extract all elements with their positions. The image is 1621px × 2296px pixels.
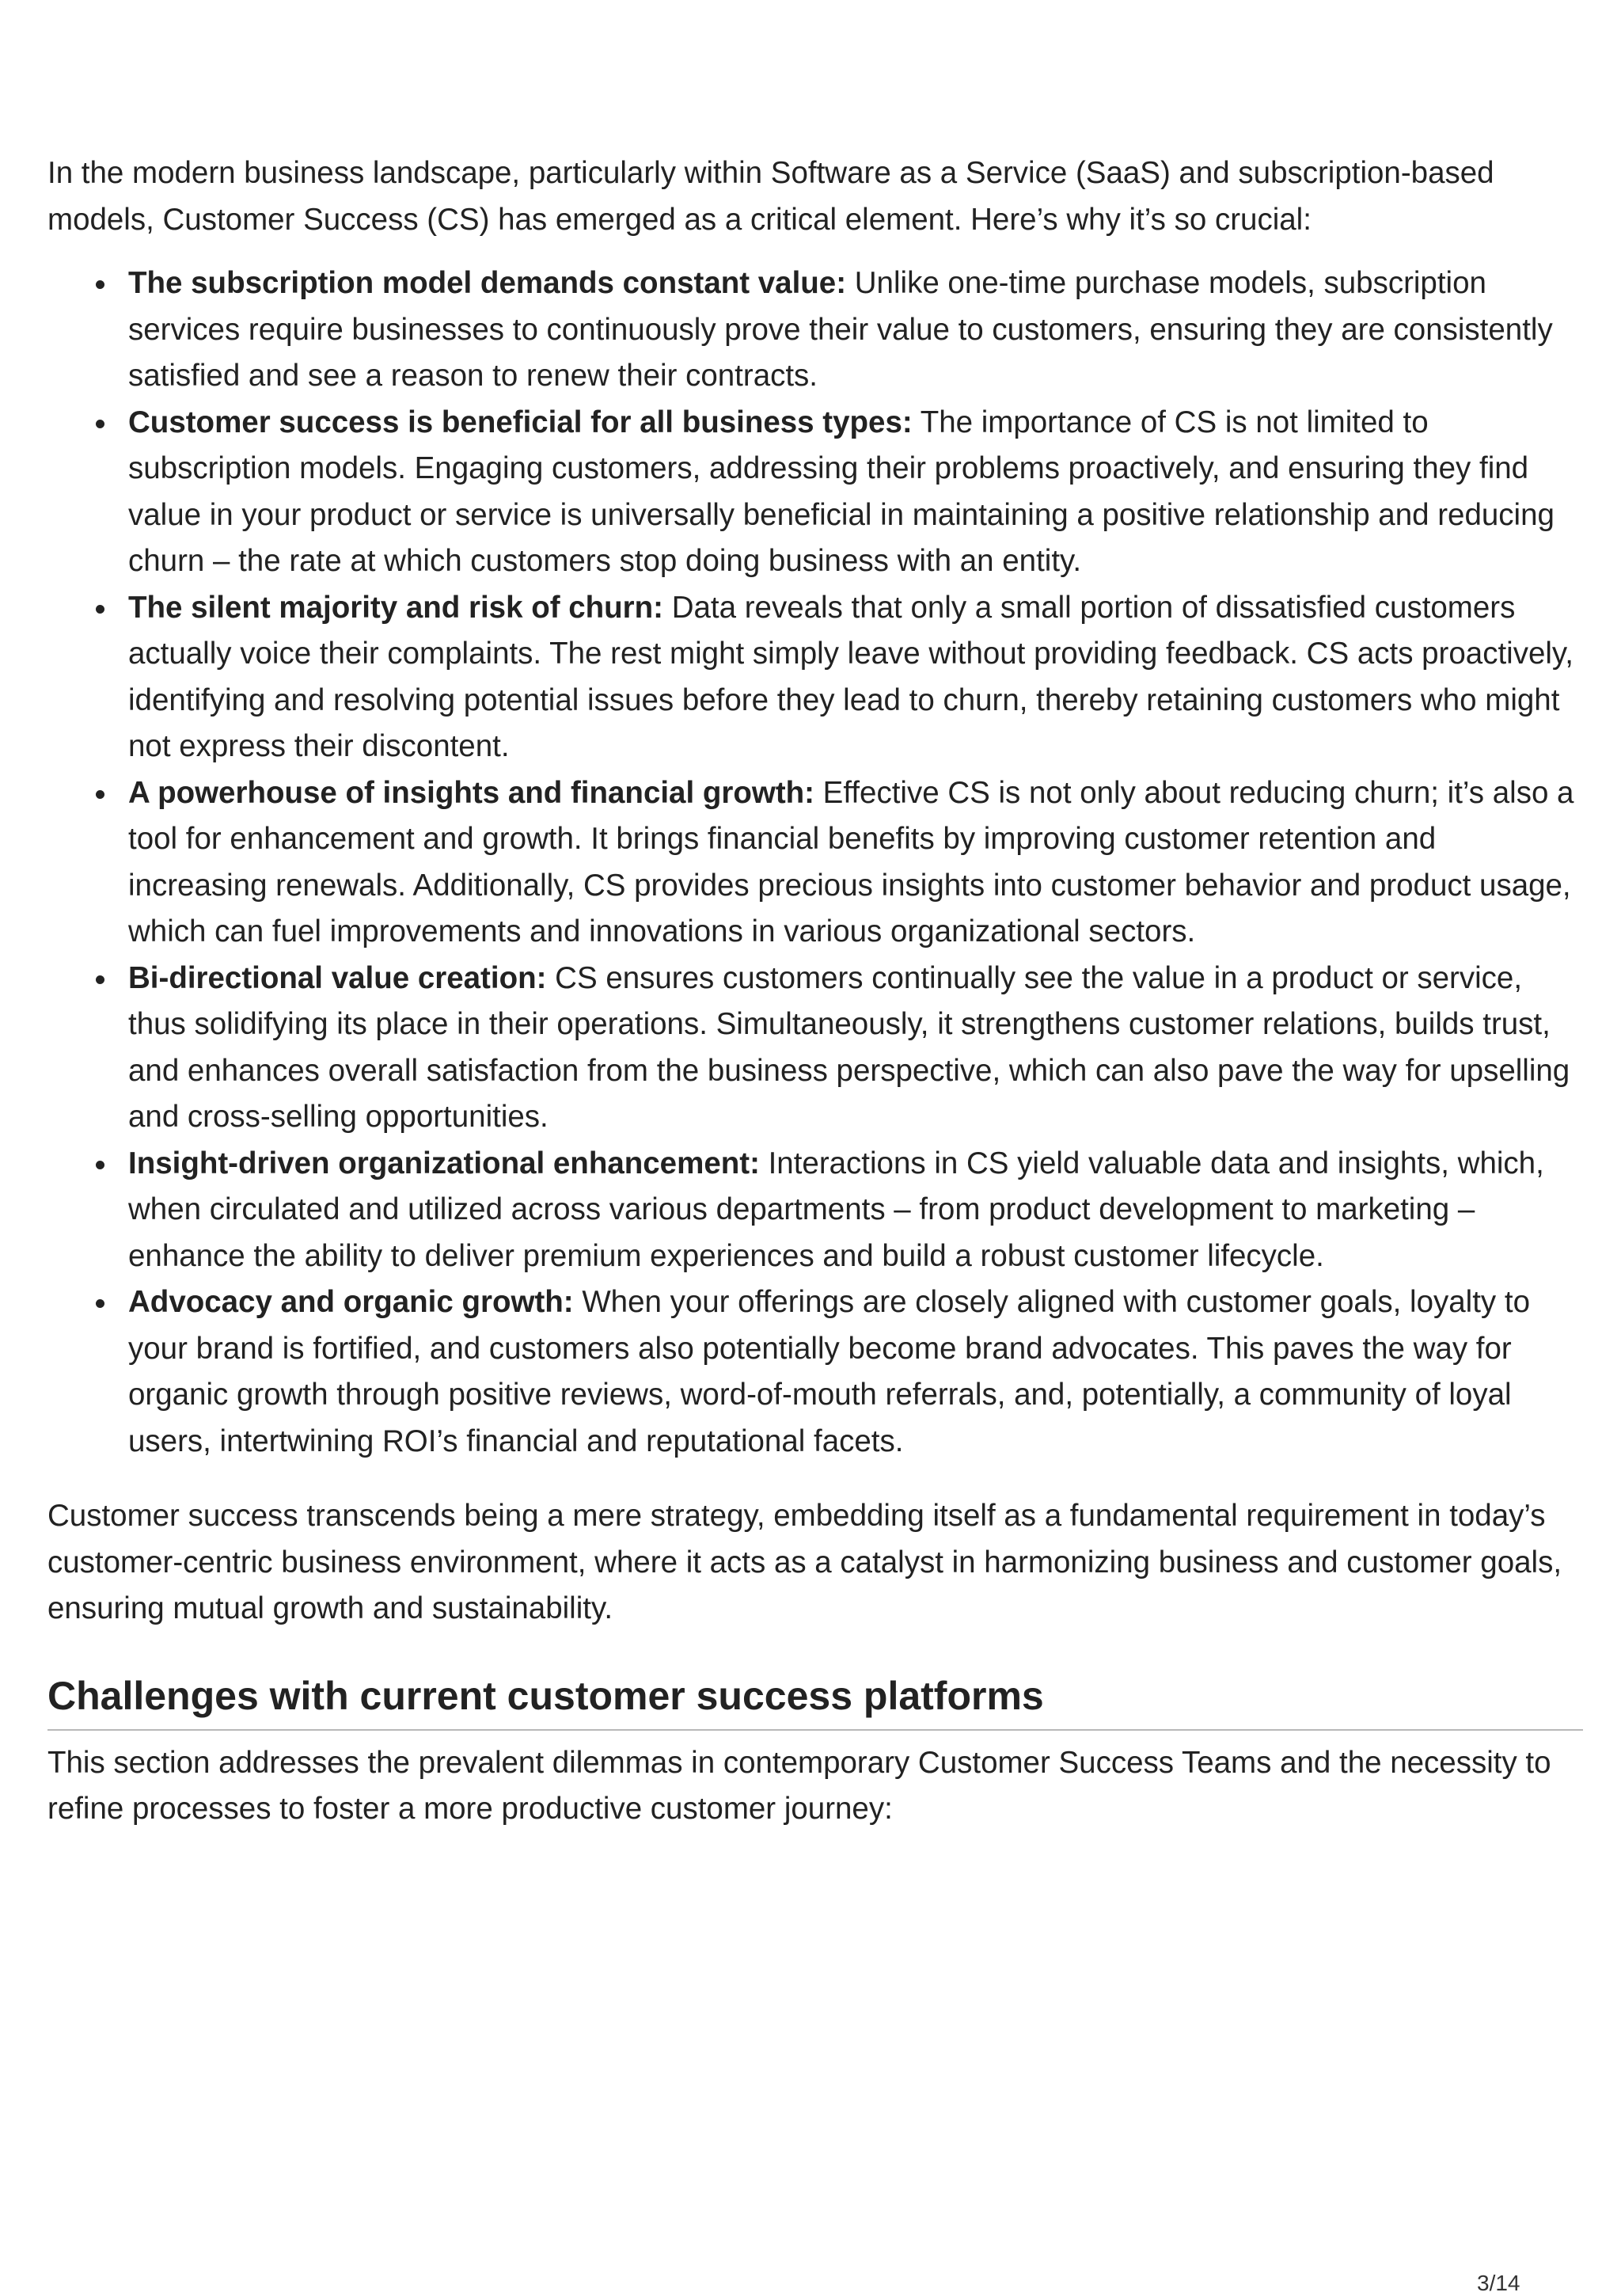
list-item-text: Interactions in CS yield valuable data and insights, which, when circulated and utilized across various departments – from product development to marketing – enhance the ability to deliver premium experiences and build a robust customer lifecycle. bbox=[128, 1146, 1544, 1273]
list-item-term: The silent majority and risk of churn: bbox=[128, 590, 664, 625]
list-item bbox=[128, 260, 1583, 400]
list-item-text: Effective CS is not only about reducing churn; it’s also a tool for enhancement and growth. It brings financial benefits by improving customer retention and increasing renewals. Additionally, CS provides precious insights into customer behavior and product usage, which can fuel improvements and innovations in various organizational sectors. bbox=[128, 775, 1574, 948]
list-item-text: CS ensures customers continually see the value in a product or service, thus solidifying its place in their operations. Simultaneously, it strengthens customer relations, builds trust, and enhances overall satisfaction from the business perspective, which can also pave the way for upselling and cross-selling opportunities. bbox=[128, 960, 1570, 1134]
list-item-term: Customer success is beneficial for all business types: bbox=[128, 405, 913, 439]
section-intro-paragraph: This section addresses the prevalent dilemmas in contemporary Customer Success Teams and the necessity to refine processes to foster a more productive customer journey: bbox=[47, 1745, 1551, 1826]
list-item bbox=[128, 1279, 1583, 1465]
list-item-text: When your offerings are closely aligned with customer goals, loyalty to your brand is fortified, and customers also potentially become brand advocates. This paves the way for organic growth through positive reviews, word-of-mouth referrals, and, potentially, a community of loyal users, intertwining ROI’s financial and reputational facets. bbox=[128, 1285, 1530, 1458]
list-item bbox=[128, 1141, 1583, 1280]
list-item bbox=[128, 585, 1583, 770]
list-item bbox=[128, 956, 1583, 1141]
conclusion-paragraph: Customer success transcends being a mere strategy, embedding itself as a fundamental requirement in today’s customer-centric business environment, where it acts as a catalyst in harmonizing business and customer goals, ensuring mutual growth and sustainability. bbox=[47, 1499, 1562, 1625]
page-number: 3/14 bbox=[1477, 2271, 1520, 2295]
list-item-text: Data reveals that only a small portion of dissatisfied customers actually voice their complaints. The rest might simply leave without providing feedback. CS acts proactively, identifying and resolving potential issues before they lead to churn, thereby retaining customers who might not express their discontent. bbox=[128, 590, 1574, 763]
list-item-text: Unlike one-time purchase models, subscription services require businesses to continuously prove their value to customers, ensuring they are consistently satisfied and see a reason to renew their contracts. bbox=[128, 266, 1553, 393]
list-item-term: Bi-directional value creation: bbox=[128, 960, 547, 995]
list-item-term: Advocacy and organic growth: bbox=[128, 1285, 574, 1319]
list-item-term: A powerhouse of insights and financial growth: bbox=[128, 775, 814, 810]
reasons-list bbox=[47, 260, 1583, 1465]
intro-paragraph: In the modern business landscape, particularly within Software as a Service (SaaS) and subscription-based models, Customer Success (CS) has emerged as a critical element. Here’s why it’s so crucial: bbox=[47, 156, 1494, 237]
list-item bbox=[128, 400, 1583, 585]
list-item bbox=[128, 770, 1583, 956]
list-item-term: Insight-driven organizational enhancement: bbox=[128, 1146, 760, 1180]
list-item-text: The importance of CS is not limited to subscription models. Engaging customers, addressing their problems proactively, and ensuring they find value in your product or service is universally beneficial in maintaining a positive relationship and reducing churn – the rate at which customers stop doing business with an entity. bbox=[128, 405, 1555, 578]
list-item-term: The subscription model demands constant value: bbox=[128, 266, 847, 300]
page-content bbox=[47, 150, 1583, 1833]
section-heading: Challenges with current customer success platforms bbox=[47, 1672, 1583, 1731]
